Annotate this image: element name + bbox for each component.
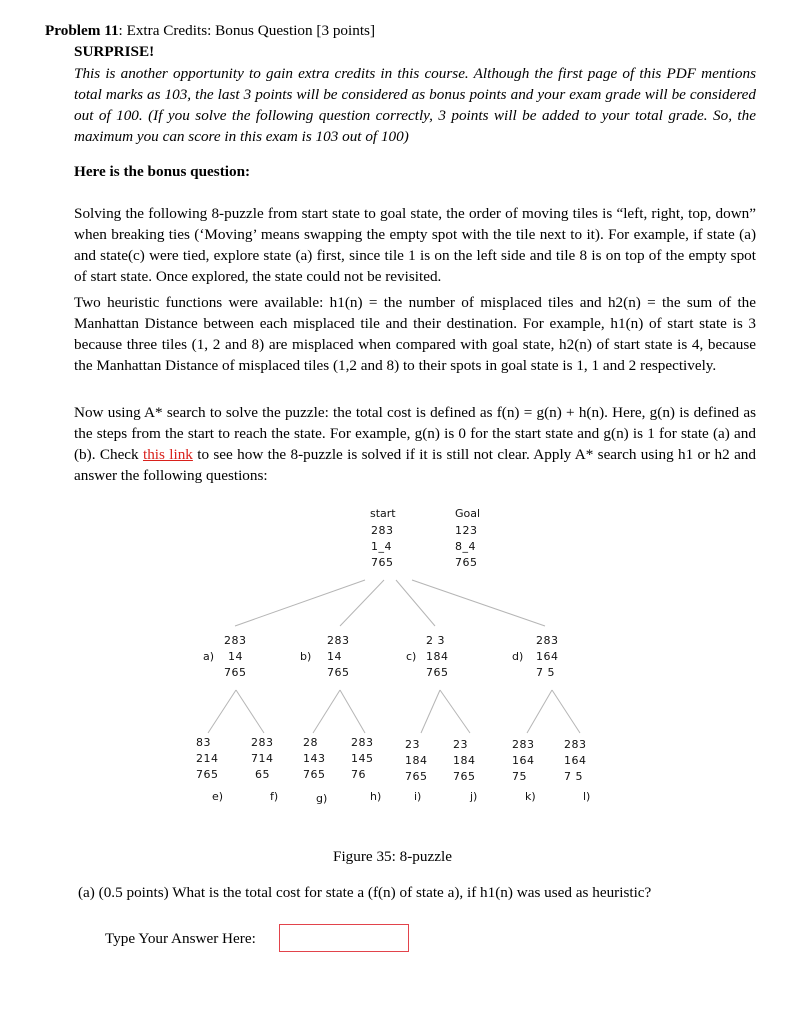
puzzle-solution-link[interactable]: this link <box>142 446 193 463</box>
state-c-grid: 2 3 184 765 <box>426 634 449 679</box>
state-f-grid: 283 714 65 <box>251 736 274 781</box>
state-l-label: l) <box>583 790 591 803</box>
goal-state-grid: 123 8_4 765 <box>455 524 478 569</box>
edge-a-f <box>236 690 264 733</box>
astar-text-after-link: to see how the 8-puzzle is solved if it is still not clear. Apply A* search using h1 or h2 and answer the following questions: <box>74 446 756 484</box>
state-d-grid: 283 164 7 5 <box>536 634 559 679</box>
goal-label: Goal <box>455 507 481 520</box>
state-b-grid: 283 14 765 <box>327 634 350 679</box>
edge-c-j <box>440 690 470 733</box>
edge-b-g <box>313 690 340 733</box>
answer-input-box[interactable] <box>279 924 409 952</box>
surprise-heading: SURPRISE! <box>74 43 155 60</box>
state-l-grid: 283 164 7 5 <box>564 738 587 783</box>
edge-c-i <box>421 690 440 733</box>
state-a-grid: 283 14 765 <box>224 634 247 679</box>
start-label: start <box>370 507 396 520</box>
figure-caption: Figure 35: 8-puzzle <box>333 848 452 865</box>
state-d-label: d) <box>512 650 524 663</box>
edge-start-a <box>235 580 365 626</box>
astar-text-before-link: Now using A* search to solve the puzzle: the total cost is defined as f(n) = g(n) + h(n). Here, g(n) is defined as the steps from the start to reach the state. For example, g(n) is 0 for the start state and g(n) is 1 for state (a) and (b). Check <box>74 404 756 463</box>
state-j-label: j) <box>470 790 478 803</box>
bonus-heading: Here is the bonus question: <box>74 163 251 180</box>
paragraph-tie-breaking: Solving the following 8-puzzle from start state to goal state, the order of moving tiles is “left, right, top, down” when breaking ties (‘Moving’ means swapping the empty spot with the tile next to it). For example, if state (a) and state(c) were tied, explore state (a) first, since tile 1 is on the left side and tile 8 is on top of the empty spot of start state. Once explored, the state could not be revisited. <box>74 205 756 285</box>
start-state-grid: 283 1_4 765 <box>371 524 394 569</box>
state-e-label: e) <box>212 790 224 803</box>
paragraph-heuristics: Two heuristic functions were available: h1(n) = the number of misplaced tiles and h2(n) = the sum of the Manhattan Distance between each misplaced tile and their destination. For example, h1(n) of start state is 3 because three tiles (1, 2 and 8) are misplaced when compared with goal state, h2(n) of start state is 4, because the Manhattan Distance of misplaced tiles (1,2 and 8) to their spots in goal state is 1, 1 and 2 respectively. <box>74 294 756 374</box>
state-f-label: f) <box>270 790 279 803</box>
state-g-grid: 28 143 765 <box>303 736 326 781</box>
state-k-label: k) <box>525 790 536 803</box>
edge-b-h <box>340 690 365 733</box>
state-b-label: b) <box>300 650 312 663</box>
problem-label: Problem 11 <box>45 22 119 39</box>
state-i-grid: 23 184 765 <box>405 738 428 783</box>
state-k-grid: 283 164 75 <box>512 738 535 783</box>
question-a-text: (a) (0.5 points) What is the total cost for state a (f(n) of state a), if h1(n) was used as heuristic? <box>78 884 652 901</box>
answer-label: Type Your Answer Here: <box>105 930 256 947</box>
state-a-label: a) <box>203 650 215 663</box>
edge-start-d <box>412 580 545 626</box>
edge-start-c <box>396 580 435 626</box>
state-h-grid: 283 145 76 <box>351 736 374 781</box>
state-j-grid: 23 184 765 <box>453 738 476 783</box>
edge-d-k <box>527 690 552 733</box>
state-h-label: h) <box>370 790 382 803</box>
state-g-label: g) <box>316 792 328 805</box>
edge-d-l <box>552 690 580 733</box>
edge-a-e <box>208 690 236 733</box>
problem-title: : Extra Credits: Bonus Question [3 points] <box>118 22 376 39</box>
intro-paragraph: This is another opportunity to gain extra credits in this course. Although the first page of this PDF mentions total marks as 103, the last 3 points will be considered as bonus points and your exam grade will be considered out of 100. (If you solve the following question correctly, 3 points will be added to your total grade. So, the maximum you can score in this exam is 103 out of 100) <box>74 65 756 145</box>
state-c-label: c) <box>406 650 417 663</box>
state-e-grid: 83 214 765 <box>196 736 219 781</box>
state-i-label: i) <box>414 790 422 803</box>
